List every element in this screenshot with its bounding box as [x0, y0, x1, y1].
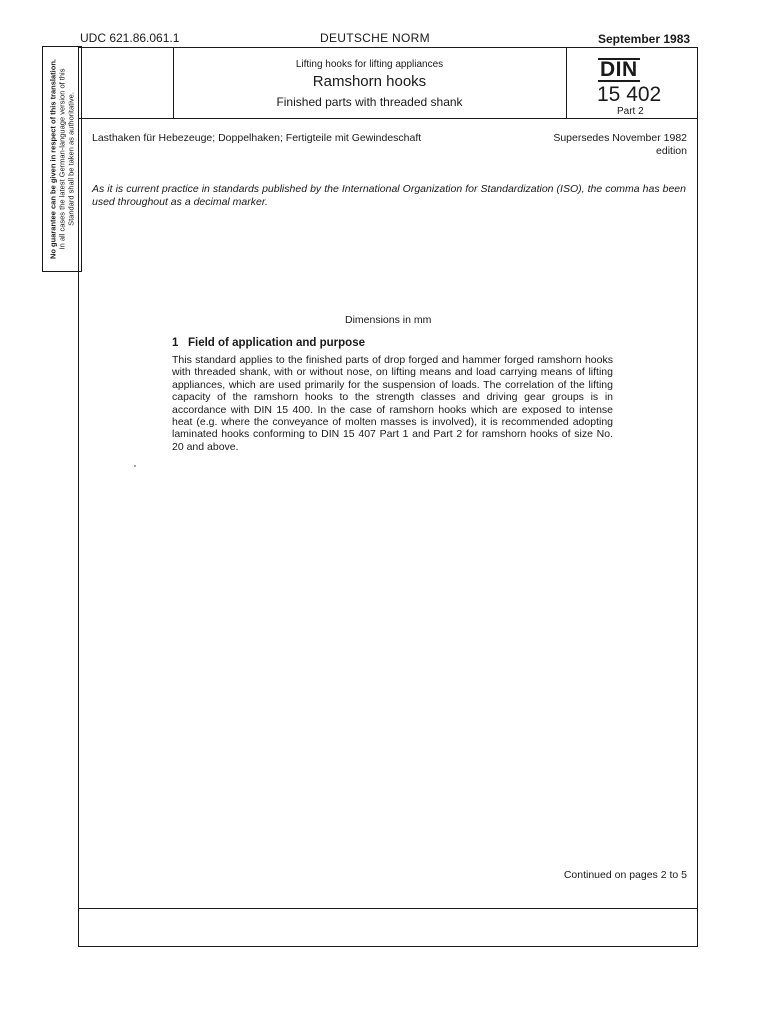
- iso-decimal-note: As it is current practice in standards published by the International Organization for Standardization (ISO), the comma has been used throughout as a decimal marker.: [92, 183, 686, 208]
- disclaimer-line-2: In all cases the latest German-language version of this: [57, 68, 67, 250]
- section-paragraph: This standard applies to the finished parts of drop forged and hammer forged ramshorn hooks with threaded shank, with or without nose, on lifting means and load carrying means of lifting appliances, which are used primarily for the suspension of loads. The correlation of the lifting capacity of the ramshorn hooks to the strength classes and driving gear groups is in accordance with DIN 15 400. In the case of ramshorn hooks which are exposed to intense heat (e.g. where the conveyance of molten masses is involved), it is recommended adopting laminated hooks conforming to DIN 15 407 Part 1 and Part 2 for ramshorn hooks of size No. 20 and above.: [172, 354, 613, 453]
- translation-disclaimer: [42, 46, 82, 272]
- disclaimer-text: [49, 49, 76, 269]
- footer-rule: [78, 908, 698, 909]
- stray-mark: [134, 465, 136, 467]
- title-subtitle: Lifting hooks for lifting appliances: [295, 59, 444, 70]
- supersedes-note: [520, 132, 687, 158]
- din-logo: DIN: [600, 58, 638, 81]
- page-title: Ramshorn hooks: [312, 73, 427, 90]
- german-title: Lasthaken für Hebezeuge; Doppelhaken; Fertigteile mit Gewindeschaft: [92, 132, 422, 144]
- publication-date: September 1983: [598, 32, 691, 46]
- page-frame: [78, 47, 698, 947]
- title-description: Finished parts with threaded shank: [276, 95, 463, 109]
- supersedes-line-1: Supersedes November 1982: [553, 132, 687, 144]
- dimensions-note: Dimensions in mm: [345, 314, 432, 326]
- title-block-divider-right: [566, 47, 567, 119]
- section-heading: [172, 337, 365, 349]
- din-part: Part 2: [617, 106, 644, 117]
- continued-note: Continued on pages 2 to 5: [563, 869, 687, 881]
- section-title: Field of application and purpose: [188, 337, 365, 349]
- disclaimer-line-1: No guarantee can be given in respect of this translation.: [48, 58, 58, 260]
- udc-number: UDC 621.86.061.1: [80, 31, 180, 45]
- section-number: 1: [172, 337, 179, 349]
- supersedes-line-2: edition: [656, 145, 687, 157]
- deutsche-norm-label: DEUTSCHE NORM: [320, 31, 430, 45]
- din-number: 15 402: [597, 83, 662, 106]
- disclaimer-line-3: Standard shall be taken as authoritative.: [66, 92, 76, 226]
